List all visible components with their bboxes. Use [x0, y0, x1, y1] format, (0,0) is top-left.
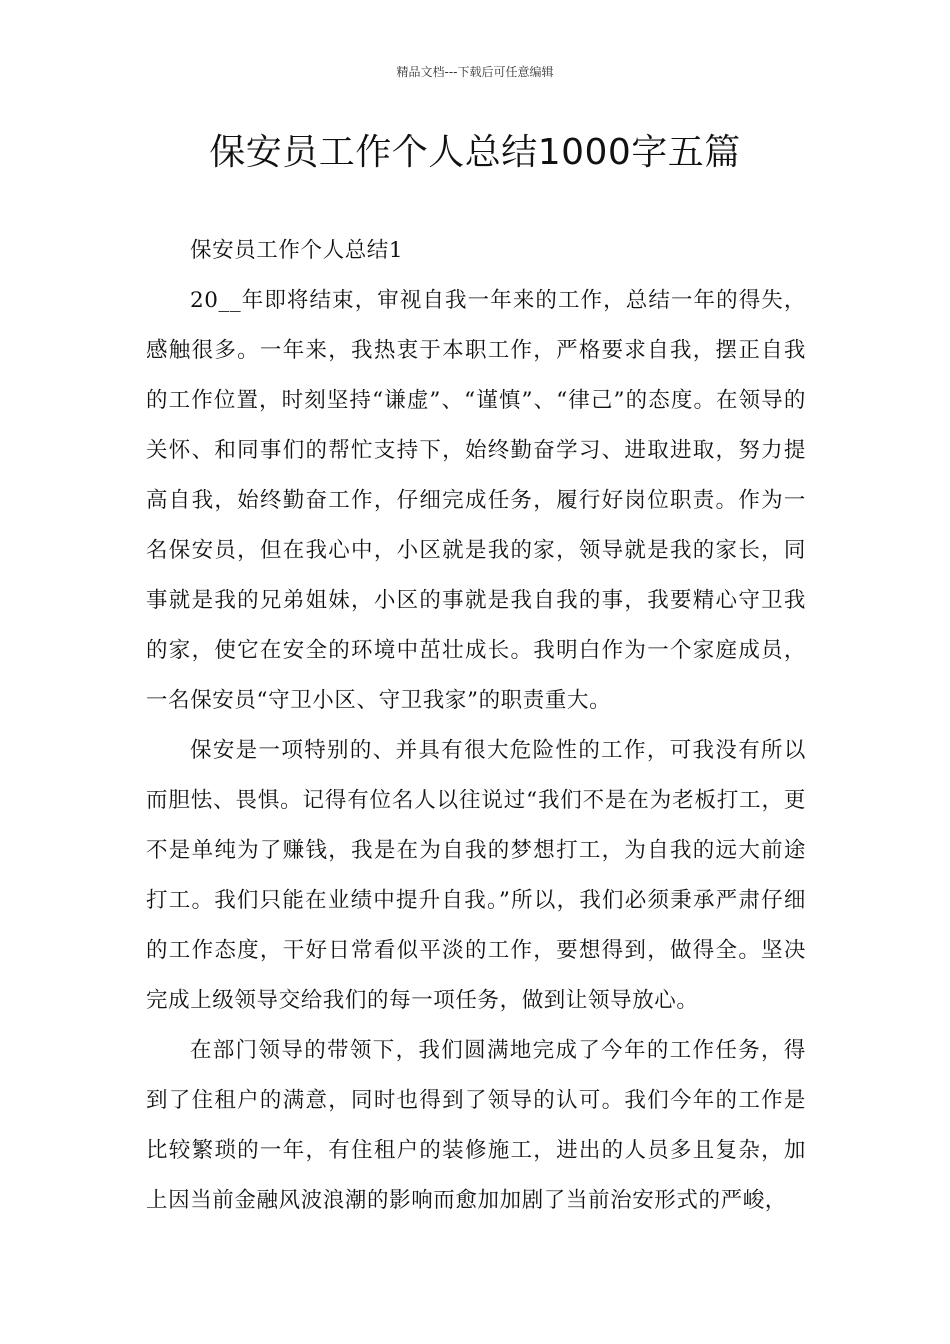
body-paragraph-3: 在部门领导的带领下，我们圆满地完成了今年的工作任务，得到了住租户的满意，同时也得到了领导的认可。我们今年的工作是比较繁琐的一年，有住租户的装修施工，进出的人员多且复杂，加上因当前金融风波浪潮的影响而愈加加剧了当前治安形式的严峻，	[146, 1038, 806, 1213]
body-paragraph-2: 保安是一项特别的、并具有很大危险性的工作，可我没有所以而胆怯、畏惧。记得有位名人以往说过“我们不是在为老板打工，更不是单纯为了赚钱，我是在为自我的梦想打工，为自我的远大前途打工。我们只能在业绩中提升自我。”所以，我们必须秉承严肃仔细的工作态度，干好日常看似平淡的工作，要想得到，做得全。坚决完成上级领导交给我们的每一项任务，做到让领导放心。	[146, 738, 806, 1013]
document-body	[146, 226, 806, 1226]
body-paragraph-1: 20__年即将结束，审视自我一年来的工作，总结一年的得失，感触很多。一年来，我热衷于本职工作，严格要求自我，摆正自我的工作位置，时刻坚持“谦虚”、“谨慎”、“律己”的态度。在领导的关怀、和同事们的帮忙支持下，始终勤奋学习、进取进取，努力提高自我，始终勤奋工作，仔细完成任务，履行好岗位职责。作为一名保安员，但在我心中，小区就是我的家，领导就是我的家长，同事就是我的兄弟姐妹，小区的事就是我自我的事，我要精心守卫我的家，使它在安全的环境中茁壮成长。我明白作为一个家庭成员，一名保安员“守卫小区、守卫我家”的职责重大。	[146, 288, 806, 713]
section-heading: 保安员工作个人总结1	[190, 238, 404, 263]
document-title: 保安员工作个人总结1000字五篇	[209, 132, 741, 173]
page-header-watermark: 精品文档---下载后可任意编辑	[396, 65, 554, 79]
